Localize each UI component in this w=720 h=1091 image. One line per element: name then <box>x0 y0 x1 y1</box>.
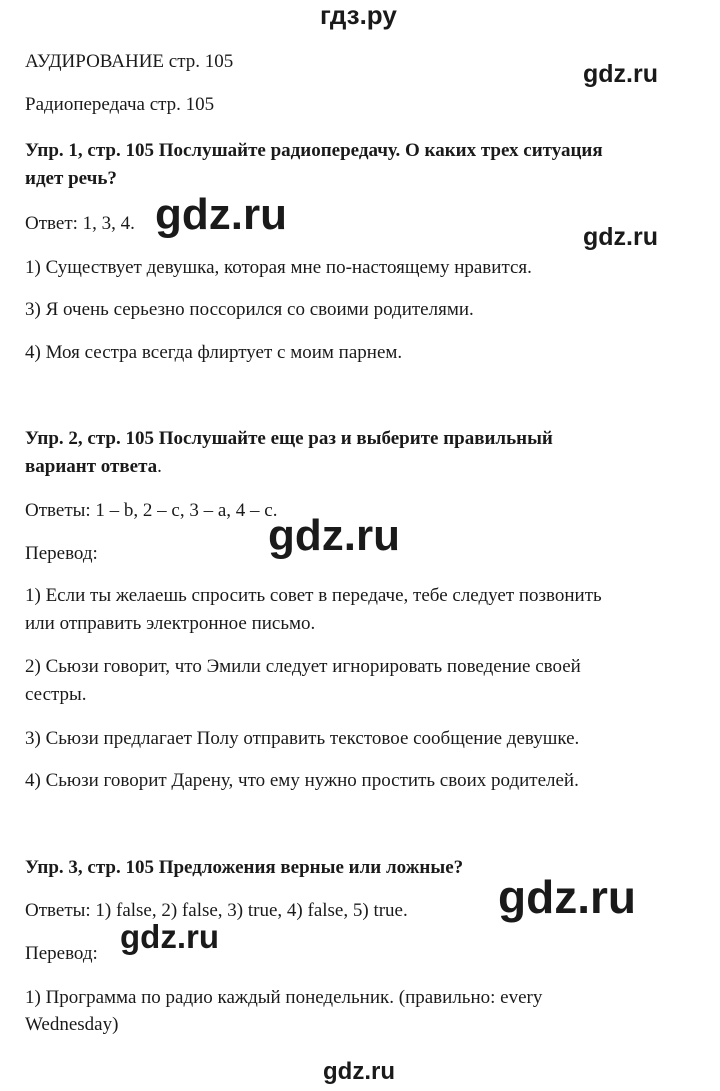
watermark: gdz.ru <box>583 223 658 251</box>
ex2-item: 4) Сьюзи говорит Дарену, что ему нужно простить своих родителей. <box>25 770 579 791</box>
ex1-heading-line2: идет речь? <box>25 168 117 189</box>
watermark: gdz.ru <box>323 1058 395 1085</box>
ex2-translation-label: Перевод: <box>25 543 98 564</box>
ex3-item: Wednesday) <box>25 1014 119 1035</box>
ex2-item: 3) Сьюзи предлагает Полу отправить текстовое сообщение девушке. <box>25 728 580 749</box>
ex1-item: 3) Я очень серьезно поссорился со своими родителями. <box>25 299 474 320</box>
site-header: гдз.ру <box>320 0 397 30</box>
watermark: gdz.ru <box>155 190 287 239</box>
ex2-item: или отправить электронное письмо. <box>25 613 316 634</box>
ex2-item: сестры. <box>25 684 87 705</box>
ex1-item: 1) Существует девушка, которая мне по-настоящему нравится. <box>25 257 532 278</box>
section-title: АУДИРОВАНИЕ стр. 105 <box>25 51 234 72</box>
watermark: gdz.ru <box>583 60 658 88</box>
ex3-answers: Ответы: 1) false, 2) false, 3) true, 4) false, 5) true. <box>25 900 408 921</box>
ex3-translation-label: Перевод: <box>25 943 98 964</box>
ex2-item: 1) Если ты желаешь спросить совет в передаче, тебе следует позвонить <box>25 585 602 606</box>
ex3-heading: Упр. 3, стр. 105 Предложения верные или ложные? <box>25 857 464 878</box>
ex2-heading-line1: Упр. 2, стр. 105 Послушайте еще раз и выберите правильный <box>25 428 553 449</box>
ex1-heading-line1: Упр. 1, стр. 105 Послушайте радиопередачу. О каких трех ситуация <box>25 140 603 161</box>
ex2-heading-line2 <box>25 455 162 479</box>
watermark: gdz.ru <box>120 918 219 955</box>
ex2-item: 2) Сьюзи говорит, что Эмили следует игнорировать поведение своей <box>25 656 581 677</box>
ex3-item: 1) Программа по радио каждый понедельник. (правильно: every <box>25 987 543 1008</box>
section-subtitle: Радиопередача стр. 105 <box>25 94 215 115</box>
ex1-answer: Ответ: 1, 3, 4. <box>25 213 135 234</box>
ex2-heading-tail: . <box>157 456 162 477</box>
ex1-item: 4) Моя сестра всегда флиртует с моим парнем. <box>25 342 403 363</box>
watermark: gdz.ru <box>498 871 636 923</box>
ex2-heading-line2-text: вариант ответа <box>25 456 158 477</box>
ex2-answers: Ответы: 1 – b, 2 – c, 3 – a, 4 – c. <box>25 500 278 521</box>
watermark: gdz.ru <box>268 511 400 560</box>
